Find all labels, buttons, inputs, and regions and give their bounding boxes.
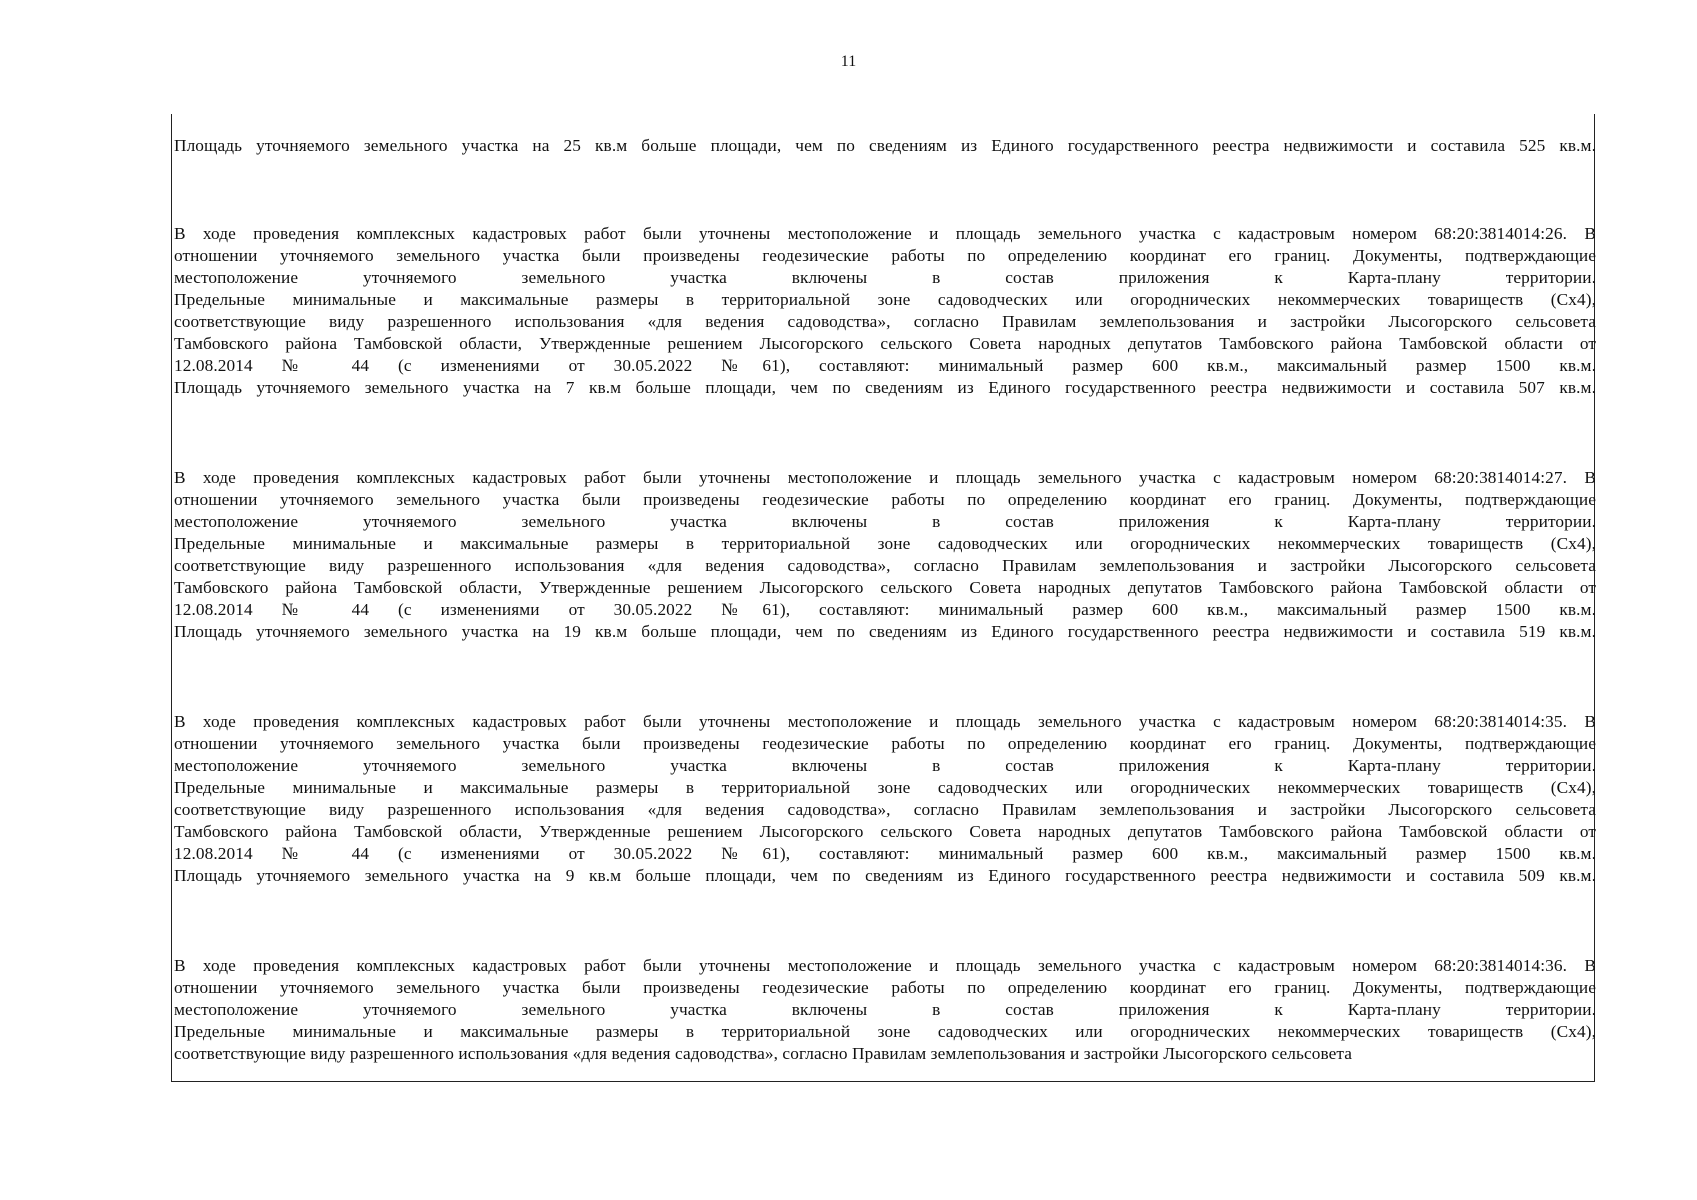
text-line: местоположение уточняемого земельного участка включены в состав приложения к Карта-плану территории. (174, 1000, 1596, 1019)
paragraph-2 (174, 223, 1596, 399)
text-line: отношении уточняемого земельного участка были произведены геодезические работы по определению координат его границ. Документы, подтверждающие (174, 978, 1596, 997)
text-line: 12.08.2014 № 44 (с изменениями от 30.05.2022 №61), составляют: минимальный размер 600 кв.м., максимальный размер 1500 кв.м. (174, 844, 1596, 863)
paragraph-5 (174, 955, 1596, 1065)
text-line: местоположение уточняемого земельного участка включены в состав приложения к Карта-плану территории. (174, 512, 1596, 531)
text-line: Тамбовского района Тамбовской области, Утвержденные решением Лысогорского сельского Совета народных депутатов Тамбовского района Тамбовской области от (174, 822, 1596, 841)
text-line: Площадь уточняемого земельного участка на 19 кв.м больше площади, чем по сведениям из Единого государственного реестра недвижимости и составила 519 кв.м. (174, 622, 1596, 641)
text-line: Предельные минимальные и максимальные размеры в территориальной зоне садоводческих или огороднических некоммерческих товариществ (Сх4), (174, 778, 1596, 797)
text-line: Площадь уточняемого земельного участка на 7 кв.м больше площади, чем по сведениям из Единого государственного реестра недвижимости и составила 507 кв.м. (174, 378, 1596, 397)
text-line: соответствующие виду разрешенного использования «для ведения садоводства», согласно Правилам землепользования и застройки Лысогорского сельсовета (174, 800, 1596, 819)
text-line: 12.08.2014 № 44 (с изменениями от 30.05.2022 №61), составляют: минимальный размер 600 кв.м., максимальный размер 1500 кв.м. (174, 356, 1596, 375)
text-line: соответствующие виду разрешенного использования «для ведения садоводства», согласно Правилам землепользования и застройки Лысогорского сельсовета (174, 1044, 1353, 1063)
text-line: Площадь уточняемого земельного участка на 9 кв.м больше площади, чем по сведениям из Единого государственного реестра недвижимости и составила 509 кв.м. (174, 866, 1596, 885)
text-line: отношении уточняемого земельного участка были произведены геодезические работы по определению координат его границ. Документы, подтверждающие (174, 490, 1596, 509)
text-line: отношении уточняемого земельного участка были произведены геодезические работы по определению координат его границ. Документы, подтверждающие (174, 246, 1596, 265)
text-line: В ходе проведения комплексных кадастровых работ были уточнены местоположение и площадь земельного участка с кадастровым номером 68:20:3814014:26. В (174, 224, 1596, 243)
text-line: отношении уточняемого земельного участка были произведены геодезические работы по определению координат его границ. Документы, подтверждающие (174, 734, 1596, 753)
paragraph-1 (174, 135, 1596, 157)
text-line: местоположение уточняемого земельного участка включены в состав приложения к Карта-плану территории. (174, 756, 1596, 775)
text-line: Площадь уточняемого земельного участка на 25 кв.м больше площади, чем по сведениям из Единого государственного реестра недвижимости и составила 525 кв.м. (174, 136, 1596, 155)
text-line: Предельные минимальные и максимальные размеры в территориальной зоне садоводческих или огороднических некоммерческих товариществ (Сх4), (174, 1022, 1596, 1041)
text-line: 12.08.2014 № 44 (с изменениями от 30.05.2022 №61), составляют: минимальный размер 600 кв.м., максимальный размер 1500 кв.м. (174, 600, 1596, 619)
text-line: соответствующие виду разрешенного использования «для ведения садоводства», согласно Правилам землепользования и застройки Лысогорского сельсовета (174, 312, 1596, 331)
text-line: Предельные минимальные и максимальные размеры в территориальной зоне садоводческих или огороднических некоммерческих товариществ (Сх4), (174, 534, 1596, 553)
text-line: Тамбовского района Тамбовской области, Утвержденные решением Лысогорского сельского Совета народных депутатов Тамбовского района Тамбовской области от (174, 334, 1596, 353)
text-line: В ходе проведения комплексных кадастровых работ были уточнены местоположение и площадь земельного участка с кадастровым номером 68:20:3814014:35. В (174, 712, 1596, 731)
text-line: соответствующие виду разрешенного использования «для ведения садоводства», согласно Правилам землепользования и застройки Лысогорского сельсовета (174, 556, 1596, 575)
text-line: В ходе проведения комплексных кадастровых работ были уточнены местоположение и площадь земельного участка с кадастровым номером 68:20:3814014:36. В (174, 956, 1596, 975)
paragraph-4 (174, 711, 1596, 887)
text-line: Тамбовского района Тамбовской области, Утвержденные решением Лысогорского сельского Совета народных депутатов Тамбовского района Тамбовской области от (174, 578, 1596, 597)
text-line: местоположение уточняемого земельного участка включены в состав приложения к Карта-плану территории. (174, 268, 1596, 287)
text-line: Предельные минимальные и максимальные размеры в территориальной зоне садоводческих или огороднических некоммерческих товариществ (Сх4), (174, 290, 1596, 309)
text-line: В ходе проведения комплексных кадастровых работ были уточнены местоположение и площадь земельного участка с кадастровым номером 68:20:3814014:27. В (174, 468, 1596, 487)
paragraph-3 (174, 467, 1596, 643)
page-number: 11 (840, 53, 857, 70)
